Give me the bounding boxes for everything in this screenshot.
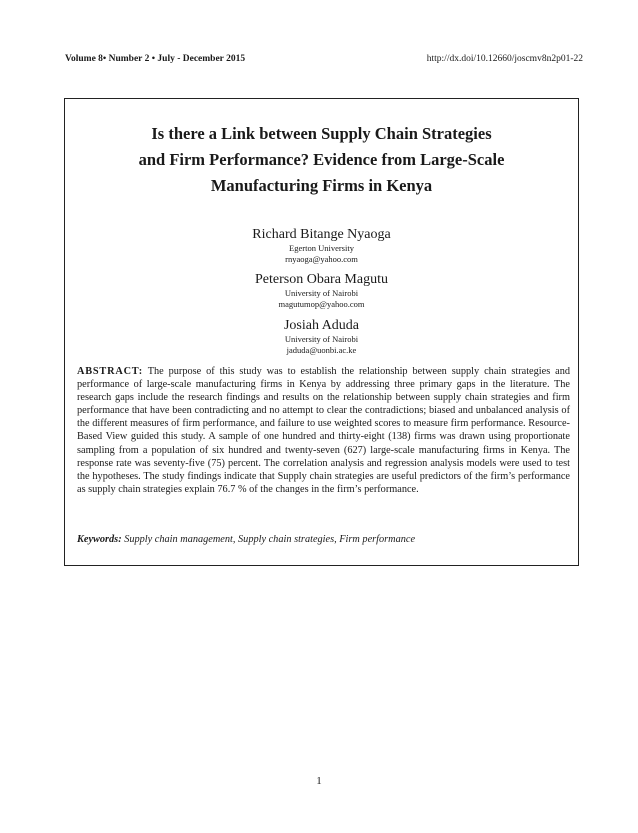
author-name: Peterson Obara Magutu xyxy=(255,272,388,287)
journal-issue-info: Volume 8• Number 2 • July - December 2015 xyxy=(65,54,246,64)
author-affiliation: University of Nairobi xyxy=(284,334,359,344)
keywords xyxy=(77,533,570,546)
running-header xyxy=(65,54,583,70)
author-block xyxy=(65,318,578,355)
author-name: Richard Bitange Nyaoga xyxy=(252,227,391,242)
page-number: 1 xyxy=(316,775,322,787)
abstract-text: The purpose of this study was to establish the relationship between supply chain strategies and performance of large-scale manufacturing firms in Kenya by addressing three primary gaps in the literature. The research gaps include the research findings and results on the relationship between supply chain strategies and firm performance that have been contradicting and no attempt to clear the contradictions; biased and unbalanced analysis of the different measures of firm performance, and failure to use weighted scores to measure firm performance. Resource-Based View guided this study. A sample of one hundred and thirty-eight (138) firms was drawn using proportionate sampling from a population of six hundred and twenty-seven (627) large-scale manufacturing firms in Kenya. The response rate was seventy-five (75) percent. The correlation analysis and regression analysis models were used to test the hypotheses. The study findings indicate that Supply chain strategies are useful predictors of the firm’s performance as supply chain strategies explain 76.7 % of the changes in the firm’s performance. xyxy=(77,366,570,495)
article-title xyxy=(75,121,568,199)
author-block xyxy=(65,272,578,309)
keywords-label: Keywords: xyxy=(77,534,122,545)
author-email[interactable]: jaduda@uonbi.ac.ke xyxy=(286,344,357,355)
doi-link[interactable]: http://dx.doi/10.12660/joscmv8n2p01-22 xyxy=(426,54,583,64)
abstract xyxy=(77,365,570,496)
author-email[interactable]: rnyaoga@yahoo.com xyxy=(285,253,358,264)
author-name: Josiah Aduda xyxy=(283,318,360,333)
title-line: Is there a Link between Supply Chain Strategies xyxy=(151,124,492,143)
author-affiliation: Egerton University xyxy=(289,243,354,253)
article-frontmatter-box xyxy=(64,98,579,566)
author-email[interactable]: magutumop@yahoo.com xyxy=(278,298,365,309)
author-affiliation: University of Nairobi xyxy=(284,288,359,298)
author-block xyxy=(65,227,578,264)
keywords-text: Supply chain management, Supply chain strategies, Firm performance xyxy=(124,534,416,545)
title-line: and Firm Performance? Evidence from Large-Scale xyxy=(138,150,505,169)
abstract-label: ABSTRACT: xyxy=(77,366,143,377)
title-line: Manufacturing Firms in Kenya xyxy=(210,176,433,195)
